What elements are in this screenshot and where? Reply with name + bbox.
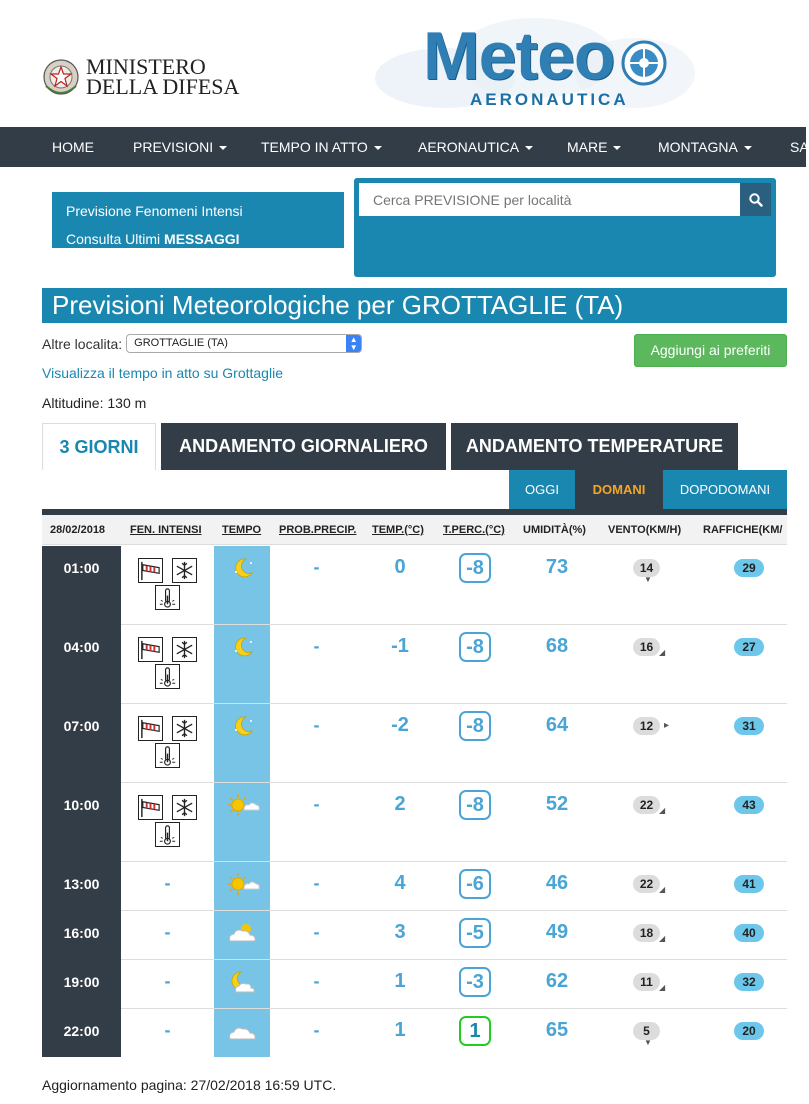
cold-thermometer-icon [155, 743, 180, 768]
cloud-sun-icon-glyph [224, 921, 260, 945]
wind-direction-arrow-icon: ◢ [659, 934, 666, 943]
moon-clear-icon [224, 635, 260, 659]
fen-dash: - [164, 922, 171, 942]
logo-aeronautica-text: AERONAUTICA [470, 90, 629, 109]
humidity-value: 73 [545, 556, 569, 578]
gust-speed-badge: 41 [734, 875, 764, 893]
time-cell [42, 911, 121, 960]
page-footer: Aggiornamento pagina: 27/02/2018 16:59 UTC. [42, 1077, 337, 1093]
tempo-in-atto-link[interactable]: Visualizza il tempo in atto su Grottaglie [42, 365, 283, 381]
humidity-value: 68 [545, 635, 569, 657]
header-tperc[interactable]: T.PERC.(°C) [443, 524, 505, 536]
sun-cloud-icon [224, 793, 260, 817]
gust-speed-badge: 43 [734, 796, 764, 814]
wind-speed-badge: 22 [633, 875, 660, 893]
cloud-icon [224, 1019, 260, 1043]
search-button[interactable] [740, 183, 771, 216]
time-cell [42, 783, 121, 862]
nav-home[interactable]: HOME [52, 139, 94, 155]
time-label: 01:00 [63, 560, 100, 576]
table-header [42, 515, 787, 545]
moon-cloud-icon [224, 970, 260, 994]
day-tab-domani[interactable]: DOMANI [575, 470, 663, 510]
wind-speed-badge: 5 [633, 1022, 660, 1040]
perceived-temp-badge: -8 [459, 711, 491, 741]
wind-sock-icon-glyph [139, 796, 162, 819]
meteo-aeronautica-logo[interactable] [375, 8, 705, 120]
cloud-sun-icon [224, 921, 260, 945]
precip-probability: - [313, 557, 320, 577]
snow-icon-glyph [173, 796, 196, 819]
tab-andamento-temperature[interactable]: ANDAMENTO TEMPERATURE [451, 423, 738, 470]
globe-badge-icon [621, 40, 667, 86]
perceived-temp-badge: 1 [459, 1016, 491, 1046]
cloud-icon-glyph [224, 1019, 260, 1043]
precip-probability: - [313, 715, 320, 735]
nav-mare[interactable]: MARE [567, 127, 621, 167]
time-label: 16:00 [63, 925, 100, 941]
precip-probability: - [313, 971, 320, 991]
time-cell [42, 960, 121, 1009]
wind-sock-icon [138, 637, 163, 662]
fen-dash: - [164, 1020, 171, 1040]
nav-previsioni[interactable]: PREVISIONI [133, 127, 227, 167]
add-favorite-button[interactable]: Aggiungi ai preferiti [634, 334, 787, 367]
nav-tempo-in-atto[interactable]: TEMPO IN ATTO [261, 127, 382, 167]
logo-meteo-text: Meteo [423, 18, 615, 94]
wind-sock-icon-glyph [139, 717, 162, 740]
humidity-value: 62 [545, 970, 569, 992]
wind-speed-badge: 11 [633, 973, 660, 991]
search-input[interactable] [359, 183, 741, 216]
humidity-value: 52 [545, 793, 569, 815]
sun-cloud-icon [224, 872, 260, 896]
caret-down-icon [219, 146, 227, 150]
day-tab-dopodomani[interactable]: DOPODOMANI [663, 470, 787, 510]
precip-probability: - [313, 636, 320, 656]
humidity-value: 65 [545, 1019, 569, 1041]
sun-cloud-icon-glyph [224, 872, 260, 896]
cold-thermometer-icon-glyph [156, 586, 179, 609]
cold-thermometer-icon [155, 585, 180, 610]
altitude-text: Altitudine: 130 m [42, 395, 147, 411]
perceived-temp-badge: -8 [459, 632, 491, 662]
cold-thermometer-icon-glyph [156, 823, 179, 846]
perceived-temp-badge: -6 [459, 869, 491, 899]
search-icon [749, 193, 763, 207]
wind-speed-badge: 14 [633, 559, 660, 577]
main-navbar [0, 127, 809, 167]
ultimi-messaggi-link[interactable]: Consulta Ultimi MESSAGGI [66, 231, 240, 247]
nav-sa[interactable]: SA [790, 139, 809, 155]
humidity-value: 49 [545, 921, 569, 943]
temperature-value: -2 [391, 714, 409, 736]
temperature-value: 2 [394, 793, 406, 815]
temperature-value: -1 [391, 635, 409, 657]
fen-dash: - [164, 873, 171, 893]
perceived-temp-badge: -3 [459, 967, 491, 997]
perceived-temp-badge: -5 [459, 918, 491, 948]
precip-probability: - [313, 1020, 320, 1040]
cold-thermometer-icon [155, 822, 180, 847]
time-cell [42, 625, 121, 704]
gust-speed-badge: 32 [734, 973, 764, 991]
moon-clear-icon-glyph [224, 714, 260, 738]
fenomeni-intensi-link[interactable]: Previsione Fenomeni Intensi [66, 203, 243, 219]
nav-montagna[interactable]: MONTAGNA [658, 127, 752, 167]
header-fen-intensi[interactable]: FEN. INTENSI [130, 524, 202, 536]
caret-down-icon [374, 146, 382, 150]
snow-icon [172, 795, 197, 820]
gust-speed-badge: 40 [734, 924, 764, 942]
snow-icon [172, 637, 197, 662]
site-header [0, 0, 806, 127]
wind-sock-icon [138, 716, 163, 741]
wind-direction-arrow-icon: ▼ [644, 1038, 652, 1047]
search-panel [354, 178, 776, 277]
time-cell [42, 862, 121, 911]
gust-speed-badge: 20 [734, 1022, 764, 1040]
temperature-value: 4 [394, 872, 406, 894]
sun-cloud-icon-glyph [224, 793, 260, 817]
cold-thermometer-icon-glyph [156, 744, 179, 767]
temperature-value: 0 [394, 556, 406, 578]
ministry-line2: DELLA DIFESA [86, 74, 240, 99]
header-temp[interactable]: TEMP.(°C) [372, 524, 424, 536]
time-label: 22:00 [63, 1023, 100, 1039]
day-tab-oggi[interactable]: OGGI [509, 470, 575, 510]
temperature-value: 3 [394, 921, 406, 943]
caret-down-icon [744, 146, 752, 150]
moon-clear-icon [224, 714, 260, 738]
caret-down-icon [613, 146, 621, 150]
wind-speed-badge: 12 [633, 717, 660, 735]
header-vento: VENTO(KM/H) [608, 524, 682, 536]
snow-icon [172, 558, 197, 583]
snow-icon-glyph [173, 559, 196, 582]
page-title: Previsioni Meteorologiche per GROTTAGLIE (TA) [42, 288, 787, 323]
time-label: 13:00 [63, 876, 100, 892]
precip-probability: - [313, 873, 320, 893]
nav-aeronautica[interactable]: AERONAUTICA [418, 127, 533, 167]
ministry-line1: MINISTERO [86, 54, 206, 79]
gust-speed-badge: 27 [734, 638, 764, 656]
wind-sock-icon-glyph [139, 559, 162, 582]
tab-3-giorni[interactable]: 3 GIORNI [42, 423, 156, 470]
snow-icon [172, 716, 197, 741]
moon-cloud-icon-glyph [224, 970, 260, 994]
location-selector [42, 334, 362, 353]
header-prob-precip[interactable]: PROB.PRECIP. [279, 524, 357, 536]
time-label: 19:00 [63, 974, 100, 990]
moon-clear-icon-glyph [224, 635, 260, 659]
gust-speed-badge: 31 [734, 717, 764, 735]
temperature-value: 1 [394, 1019, 406, 1041]
wind-speed-badge: 18 [633, 924, 660, 942]
time-cell [42, 1009, 121, 1057]
quick-links-box [52, 192, 344, 248]
wind-direction-arrow-icon: ◢ [659, 806, 666, 815]
perceived-temp-badge: -8 [459, 790, 491, 820]
wind-direction-arrow-icon: ◢ [659, 885, 666, 894]
wind-direction-arrow-icon: ◢ [659, 983, 666, 992]
wind-sock-icon [138, 795, 163, 820]
precip-probability: - [313, 922, 320, 942]
wind-speed-badge: 22 [633, 796, 660, 814]
humidity-value: 46 [545, 872, 569, 894]
cold-thermometer-icon-glyph [156, 665, 179, 688]
time-label: 07:00 [63, 718, 100, 734]
italian-emblem-icon [42, 56, 80, 98]
wind-direction-arrow-icon: ◢ [659, 648, 666, 657]
time-label: 10:00 [63, 797, 100, 813]
moon-clear-icon-glyph [224, 556, 260, 580]
snow-icon-glyph [173, 717, 196, 740]
time-cell [42, 546, 121, 625]
wind-direction-arrow-icon: ▸ [664, 720, 670, 731]
gust-speed-badge: 29 [734, 559, 764, 577]
ministry-logo[interactable] [42, 56, 239, 98]
location-select[interactable]: GROTTAGLIE (TA) ▲ ▼ [126, 334, 362, 353]
select-updown-icon: ▲ ▼ [346, 335, 361, 352]
humidity-value: 64 [545, 714, 569, 736]
header-umidita: UMIDITÀ(%) [523, 524, 586, 536]
time-cell [42, 704, 121, 783]
wind-sock-icon [138, 558, 163, 583]
cold-thermometer-icon [155, 664, 180, 689]
snow-icon-glyph [173, 638, 196, 661]
perceived-temp-badge: -8 [459, 553, 491, 583]
wind-direction-arrow-icon: ▼ [644, 575, 652, 584]
header-raffiche: RAFFICHE(KM/ [703, 524, 783, 536]
precip-probability: - [313, 794, 320, 814]
caret-down-icon [525, 146, 533, 150]
wind-sock-icon-glyph [139, 638, 162, 661]
tab-andamento-giornaliero[interactable]: ANDAMENTO GIORNALIERO [161, 423, 446, 470]
header-tempo[interactable]: TEMPO [222, 524, 262, 536]
moon-clear-icon [224, 556, 260, 580]
time-label: 04:00 [63, 639, 100, 655]
fen-dash: - [164, 971, 171, 991]
temperature-value: 1 [394, 970, 406, 992]
header-date: 28/02/2018 [50, 524, 106, 536]
altre-localita-label: Altre localita: [42, 335, 123, 352]
wind-speed-badge: 16 [633, 638, 660, 656]
